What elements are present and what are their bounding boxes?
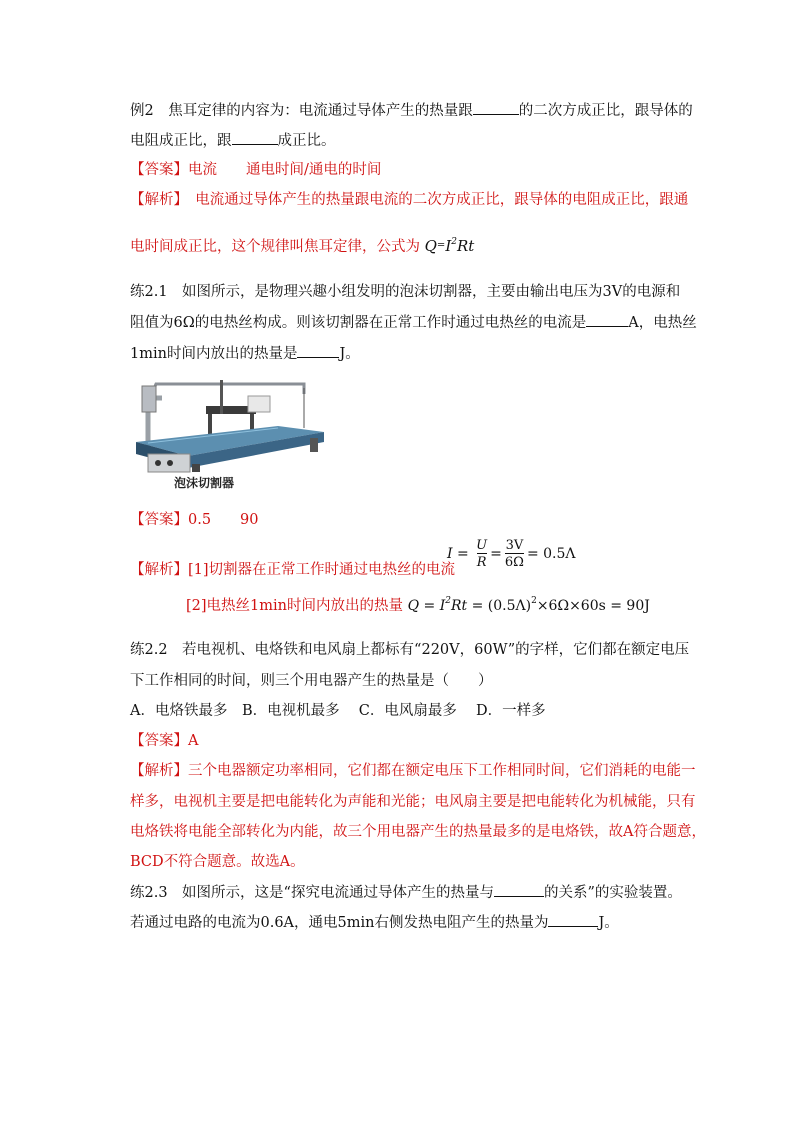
current-equation: I = $\frac{U}{R}$ = $\frac{3V}{6\Omega}$ = 0.5Λ	[447, 538, 576, 570]
fraction-ur	[476, 538, 487, 570]
answer-blank	[297, 343, 339, 358]
p21-analysis-line1	[130, 560, 455, 580]
p22-question-line1: 练2.2 若电视机、电烙铁和电风扇上都标有“220V，60W”的字样，它们都在额定电压	[130, 642, 690, 658]
fraction-values	[505, 538, 524, 570]
formula-i: I	[445, 237, 452, 255]
p21-text: A，电热丝	[628, 315, 697, 331]
p21-text: 1min时间内放出的热量是	[130, 346, 298, 362]
p21-answer	[130, 510, 259, 530]
ex2-text: 成正比。	[277, 133, 336, 149]
eq1-lhs: I	[447, 546, 453, 562]
eq1-num: U	[476, 538, 488, 553]
p22-analysis-line3: 电烙铁将电能全部转化为内能，故三个用电器产生的热量最多的是电烙铁，故A符合题意，	[130, 824, 706, 840]
analysis-text: 电时间成正比，这个规律叫焦耳定律，公式为	[130, 239, 420, 255]
p23-text: 练2.3 如图所示，这是“探究电流通过导体产生的热量与	[130, 885, 494, 901]
eq1-num-val: 3V	[505, 538, 524, 553]
formula-exp: 2	[451, 237, 457, 247]
p23-text: 若通过电路的电流为0.6A，通电5min右侧发热电阻产生的热量为	[130, 915, 549, 931]
ex2-analysis-line2	[130, 232, 474, 257]
p21-text: 阻值为	[130, 315, 174, 331]
formula-q: Q	[424, 237, 437, 255]
answer-tag: 【答案】	[130, 512, 188, 528]
answer-value: A	[188, 733, 199, 749]
p22-analysis-line1	[130, 761, 696, 781]
answer-tag: 【答案】	[130, 162, 188, 178]
formula-rt: Rt	[456, 237, 475, 255]
answer-blank	[232, 130, 278, 145]
answer-tag: 【答案】	[130, 733, 188, 749]
p22-options: A．电烙铁最多 B．电视机最多 C．电风扇最多 D．一样多	[130, 703, 546, 719]
p23-text: 的关系”的实验装置。	[543, 885, 682, 901]
eq2-rt: Rt	[450, 598, 468, 614]
p23-text: J。	[598, 915, 619, 931]
eq1-result: 0.5Λ	[543, 546, 576, 562]
p23-question-line2	[130, 912, 619, 933]
analysis-text: 三个电器额定功率相同，它们都在额定电压下工作相同时间，它们消耗的电能一	[188, 763, 696, 779]
ex2-answer	[130, 160, 381, 180]
joule-formula: $Q^=I^2Rt$	[424, 237, 475, 255]
ex2-question-line2	[130, 130, 336, 151]
analysis-text: [1]切割器在正常工作时通过电热丝的电流	[188, 562, 456, 578]
eq1-den: R	[476, 555, 487, 570]
p23-question-line1	[130, 882, 682, 903]
eq2-rest: = (0.5Λ)	[471, 598, 532, 614]
eq2-tail: ×6Ω×60s = 90J	[536, 598, 650, 614]
answer-blank	[548, 912, 598, 927]
p22-analysis-line4: BCD不符合题意。故选A。	[130, 854, 305, 870]
eq1-den-val: 6Ω	[504, 555, 524, 570]
heat-equation: $Q = I^2Rt = (0.5\Lambda)^2\times 6\Omega\times 60s = 90J$	[407, 596, 650, 614]
p21-text: 的电热丝构成。则该切割器在正常工作时通过电热丝的电流是	[194, 315, 587, 331]
analysis-text: 电流通过导体产生的热量跟电流的二次方成正比，跟导体的电阻成正比，跟通	[180, 192, 689, 208]
ex2-text: 电阻成正比，跟	[130, 133, 232, 149]
answer-value: 0.5 90	[188, 512, 259, 528]
p21-question-line3	[130, 343, 360, 364]
answer-blank	[586, 312, 628, 327]
ex2-question-line1	[130, 100, 693, 121]
p21-question-line1: 练2.1 如图所示，是物理兴趣小组发明的泡沫切割器，主要由输出电压为3V的电源和	[130, 284, 681, 300]
analysis-tag: 【解析】	[130, 562, 188, 578]
p22-question-line2: 下工作相同的时间，则三个用电器产生的热量是（ ）	[130, 673, 493, 689]
image-caption: 泡沫切割器	[174, 476, 235, 490]
foam-cutter-image	[128, 376, 324, 494]
ex2-text: 的二次方成正比，跟导体的	[518, 103, 693, 119]
resistance-value: 6Ω	[173, 315, 195, 331]
answer-blank	[473, 100, 519, 115]
analysis-text: [2]电热丝1min时间内放出的热量	[186, 598, 403, 614]
answer-blank	[494, 882, 544, 897]
p22-analysis-line2: 样多，电视机主要是把电能转化为声能和光能；电风扇主要是把电能转化为机械能，只有	[130, 794, 696, 810]
p22-answer	[130, 731, 198, 751]
analysis-tag: 【解析】	[130, 192, 181, 208]
p21-text: J。	[339, 346, 360, 362]
p21-question-line2	[130, 312, 697, 333]
ex2-analysis-line1	[130, 190, 688, 210]
answer-value: 电流 通电时间/通电的时间	[188, 162, 382, 178]
p21-analysis-line2	[186, 591, 650, 616]
analysis-tag: 【解析】	[130, 763, 188, 779]
ex2-text: 例2 焦耳定律的内容为：电流通过导体产生的热量跟	[130, 103, 473, 119]
eq2-lhs: Q = I	[407, 598, 446, 614]
